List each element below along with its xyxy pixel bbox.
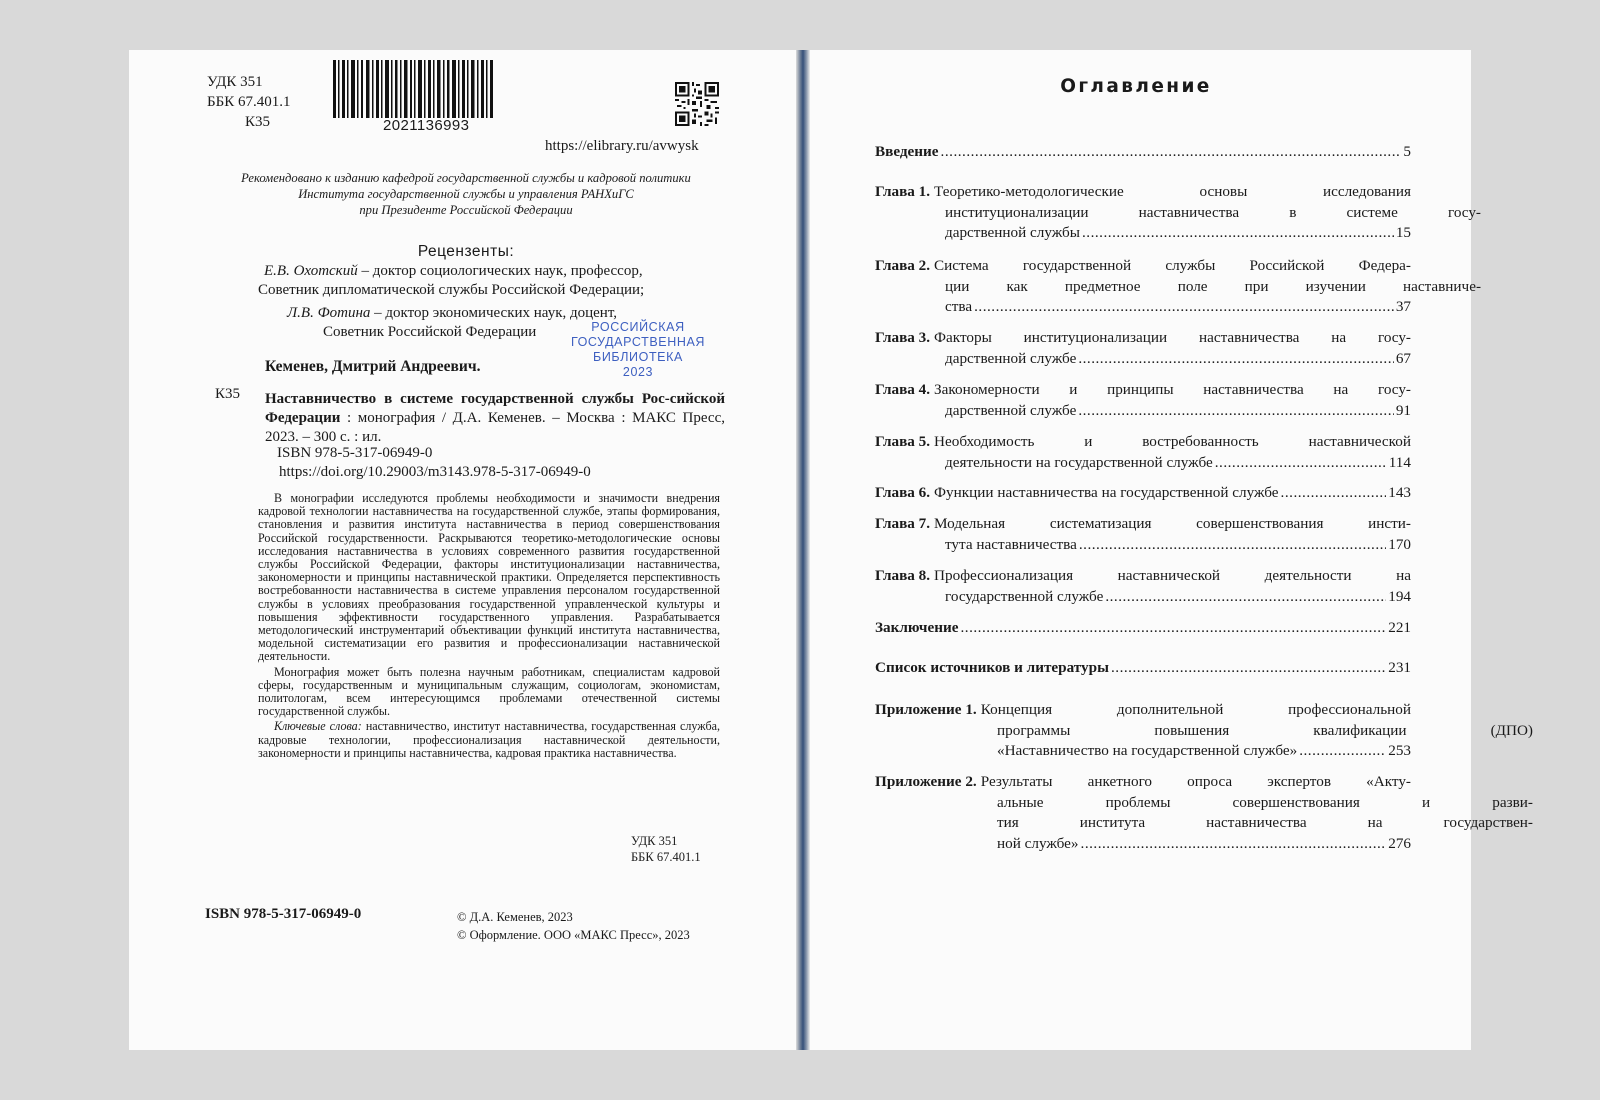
toc-page-number: 114: [1388, 453, 1411, 471]
toc-page-number: 37: [1395, 298, 1411, 316]
right-page: [801, 50, 1533, 1050]
toc-entry-label: Приложение 2.: [875, 773, 977, 790]
isbn-bottom: ISBN 978-5-317-06949-0: [205, 906, 362, 922]
reviewer-2-name: Л.В. Фотина: [287, 305, 371, 321]
abstract-paragraph: Монография может быть полезна научным работникам, специалистам кадровой сферы, государственным и муниципальным служащим, социологам, экономистам, политологам, всем интересующимся проблемами отечественной системы государственной службы.: [258, 664, 720, 719]
toc-entry[interactable]: [875, 618, 1411, 639]
recommendation-line: Рекомендовано к изданию кафедрой государственной службы и кадровой политики: [241, 171, 691, 185]
toc-leader-dots: [1082, 223, 1394, 244]
toc-entry[interactable]: [875, 328, 1411, 369]
toc-entry-label: Глава 6.: [875, 484, 931, 501]
toc-entry-label: Заключение: [875, 619, 959, 636]
toc-entry-label: Введение: [875, 143, 939, 160]
toc-page-number: 253: [1388, 742, 1411, 760]
elibrary-url[interactable]: https://elibrary.ru/avwysk: [545, 138, 699, 154]
toc-leader-dots: [1079, 535, 1386, 556]
toc-entry-text: дарственной службе: [945, 349, 1077, 367]
toc-leader-dots: [1105, 587, 1386, 608]
barcode-icon: [333, 60, 493, 118]
toc-entry-text: ства: [945, 298, 973, 316]
classification-codes-bottom: [631, 833, 701, 865]
toc-entry-label: Глава 2.: [875, 257, 931, 274]
book-title: Наставничество в системе государственной службы Рос-сийской Федерации: [265, 391, 725, 426]
reviewer-1-title: – доктор социологических наук, профессор,: [357, 263, 643, 279]
reviewers-heading: Рецензенты:: [417, 243, 515, 260]
reviewer-2: [287, 304, 617, 342]
toc-page-number: 15: [1395, 224, 1411, 242]
toc-entry-text: дарственной службе: [945, 401, 1077, 419]
toc-entry[interactable]: [875, 772, 1533, 854]
barcode-number: 2021136993: [383, 117, 470, 134]
toc-entry-text: Теоретико-методологические основы исследования: [934, 183, 1411, 200]
toc-entry-label: Список источников и литературы: [875, 659, 1109, 676]
toc-leader-dots: [974, 297, 1394, 318]
toc-leader-dots: [1081, 834, 1387, 855]
author-mark: К35: [245, 114, 271, 130]
toc-leader-dots: [960, 618, 1386, 639]
recommendation-line: Института государственной службы и управления РАНХиГС: [298, 187, 634, 201]
toc-entry-label: Глава 7.: [875, 515, 931, 532]
toc-entry-label: Приложение 1.: [875, 701, 977, 718]
toc-entry[interactable]: [875, 432, 1411, 473]
toc-entry[interactable]: [875, 566, 1411, 607]
toc-entry-text: дарственной службы: [945, 224, 1080, 242]
toc-entry[interactable]: [875, 658, 1411, 679]
stamp-line: РОССИЙСКАЯ: [591, 320, 685, 334]
toc-entry[interactable]: [875, 514, 1411, 555]
toc-entry-text: Концепция дополнительной профессиональной: [980, 701, 1411, 718]
recommendation-text: [201, 170, 731, 218]
bbk-code: ББК 67.401.1: [207, 94, 291, 110]
stamp-line: БИБЛИОТЕКА: [593, 350, 683, 364]
toc-entry-text: ной службе»: [997, 834, 1079, 852]
toc-entry-text: деятельности на государственной службе: [945, 453, 1213, 471]
toc-entry[interactable]: [875, 142, 1411, 163]
abstract-paragraph: В монографии исследуются проблемы необходимости и значимости внедрения кадровой технологии наставничества на государственной службе, этапы формирования, становления и развития института наставничества в период совершенствования Российской государственности. Раскрываются теоретико-методологические основы исследования наставничества в условиях современного развития государственной службы Российской Федерации, факторы институционализации наставничества, закономерности и принципы наставнической практики. Определяется перспективность востребованности наставничества в системе управления персоналом государственной службы в условиях преобразования государственной управленческой культуры и повышения эффективности государственного управления. Разрабатывается методологический инструментарий объективации функций института наставничества, модельной систематизации его развития и профессионализации наставнической деятельности.: [258, 491, 720, 664]
reviewer-2-title: – доктор экономических наук, доцент,: [370, 305, 618, 321]
toc-entry[interactable]: [875, 380, 1411, 421]
bibliographic-entry: [265, 390, 725, 447]
toc-leader-dots: [1281, 483, 1387, 504]
qr-code-icon: [675, 82, 719, 126]
stamp-line: 2023: [622, 365, 654, 379]
toc-entry-text: государственной службе: [945, 587, 1104, 605]
toc-entry-label: Глава 8.: [875, 567, 931, 584]
toc-page-number: 194: [1388, 587, 1411, 605]
abstract: [258, 492, 720, 762]
toc-entry-text: Результаты анкетного опроса экспертов «Акту-: [980, 773, 1411, 790]
toc-entry-text: Необходимость и востребованность наставнической: [934, 433, 1411, 450]
left-page: [129, 50, 801, 1050]
bbk-code: ББК 67.401.1: [631, 850, 701, 864]
toc-entry-text: Система государственной службы Российской Федера-: [934, 257, 1411, 274]
toc-entry-text: «Наставничество на государственной службе»: [997, 742, 1298, 760]
toc-page-number: 276: [1388, 834, 1411, 852]
copyright-design: © Оформление. ООО «МАКС Пресс», 2023: [457, 928, 690, 942]
entry-mark: К35: [215, 386, 241, 402]
library-stamp: [569, 320, 707, 380]
toc-entry[interactable]: [875, 700, 1533, 762]
toc-page-number: 67: [1395, 349, 1411, 367]
copyright: [457, 908, 690, 944]
stamp-line: ГОСУДАРСТВЕННАЯ: [570, 335, 706, 349]
toc-entry-text: тия института наставничества на государствен-: [997, 814, 1533, 832]
toc-entry-text: Факторы институционализации наставничества на госу-: [934, 329, 1411, 346]
toc-page-number: 91: [1395, 401, 1411, 419]
toc-leader-dots: [941, 142, 1402, 163]
toc-entry-label: Глава 3.: [875, 329, 931, 346]
toc-page-number: 231: [1388, 659, 1411, 676]
reviewer-2-position: Советник Российской Федерации: [323, 324, 537, 340]
toc-title: Оглавление: [1060, 76, 1212, 97]
toc-entry[interactable]: [875, 256, 1481, 318]
toc-entry-text: тута наставничества: [945, 535, 1077, 553]
toc-entry-text: ции как предметное поле при изучении наставниче-: [945, 277, 1481, 295]
toc-entry[interactable]: [875, 483, 1411, 504]
toc-leader-dots: [1215, 453, 1387, 474]
toc-entry-text: Закономерности и принципы наставничества на госу-: [934, 381, 1411, 398]
keywords-label: Ключевые слова:: [274, 719, 362, 734]
toc-entry-text: альные проблемы совершенствования и разви-: [997, 793, 1533, 811]
classification-codes: [207, 72, 290, 132]
toc-entry-label: Глава 5.: [875, 433, 931, 450]
udk-code: УДК 351: [207, 74, 263, 90]
toc-entry-label: Глава 4.: [875, 381, 931, 398]
reviewer-1: [258, 262, 645, 300]
toc-leader-dots: [1078, 401, 1394, 422]
author-heading: Кеменев, Дмитрий Андреевич.: [265, 358, 481, 375]
copyright-author: © Д.А. Кеменев, 2023: [457, 910, 573, 924]
toc-entry[interactable]: [875, 182, 1481, 244]
reviewer-1-name: Е.В. Охотский: [264, 263, 358, 279]
toc-page-number: 5: [1403, 143, 1411, 160]
recommendation-line: при Президенте Российской Федерации: [359, 203, 573, 217]
toc-entry-text: Профессионализация наставнической деятельности на: [934, 567, 1411, 584]
toc-leader-dots: [1299, 741, 1386, 762]
toc-entry-text: Функции наставничества на государственной службе: [934, 484, 1279, 501]
toc-entry-text: Модельная систематизация совершенствования инсти-: [934, 515, 1411, 532]
isbn: ISBN 978-5-317-06949-0: [277, 445, 433, 461]
toc-page-number: 221: [1388, 619, 1411, 636]
toc-page-number: 143: [1388, 484, 1411, 501]
book-spine: [796, 50, 810, 1050]
doi-link[interactable]: https://doi.org/10.29003/m3143.978-5-317-06949-0: [279, 464, 591, 480]
toc-leader-dots: [1111, 658, 1386, 679]
reviewer-1-position: Советник дипломатической службы Российской Федерации;: [258, 282, 645, 298]
toc-entry-text: программы повышения квалификации (ДПО): [997, 721, 1533, 739]
udk-code: УДК 351: [631, 834, 678, 848]
keywords: наставничество, институт наставничества, государственная служба, кадровые технологии, профессионализация наставнической деятельности, закономерности и принципы наставничества, кадровая практика наставничества.: [258, 719, 720, 760]
book-imprint: : монография / Д.А. Кеменев. – Москва : МАКС Пресс, 2023. – 300 с. : ил.: [265, 410, 725, 445]
toc-entry-label: Глава 1.: [875, 183, 931, 200]
toc-leader-dots: [1078, 349, 1394, 370]
toc-page-number: 170: [1388, 535, 1411, 553]
toc-entry-text: институционализации наставничества в системе госу-: [945, 203, 1481, 221]
